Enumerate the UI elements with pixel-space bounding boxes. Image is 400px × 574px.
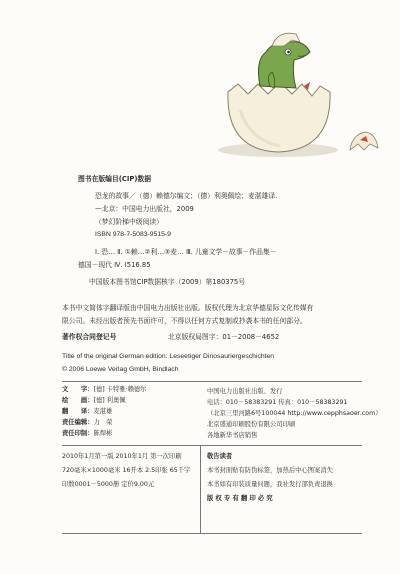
publisher-name: 中国电力出版社出版、发行	[207, 388, 283, 395]
notice-rights: 版 权 专 有 翻 印 必 究	[207, 495, 273, 502]
cip-line-3: （梦幻阶梯中级阅读）	[95, 218, 163, 226]
divider-middle	[62, 445, 362, 446]
distributor: 各地新华书店销售	[207, 432, 258, 439]
credit-value: [德] 利奥佩	[93, 397, 126, 404]
credit-label: 文 字：	[62, 386, 94, 393]
credit-print-supervisor	[62, 431, 112, 437]
copyright-contract-label: 著作权合同登记号	[62, 333, 117, 341]
credit-label: 责任编辑：	[62, 419, 94, 426]
credit-value: 麦湛雄	[93, 408, 113, 415]
copyright-registration: 北京版权局图字：01－2008－4652	[168, 333, 280, 341]
cip-line-2: —北京：中国电力出版社，2009	[95, 205, 194, 213]
dinosaur-egg-illustration	[200, 0, 400, 160]
credit-editor	[62, 420, 112, 426]
credit-author	[62, 387, 146, 393]
notice-heading: 敬告读者	[207, 453, 233, 460]
printer: 北京盛通印刷股份有限公司印刷	[207, 421, 296, 428]
cip-subjects-1: Ⅰ. 恐… Ⅱ. ①赖…②利…③麦… Ⅲ. 儿童文学－故事－作品集－	[95, 248, 277, 256]
edition-line-2: 720毫米×1000毫米 16开本 2.5印张 65千字	[62, 467, 191, 474]
cip-heading: 图书在版编目(CIP)数据	[78, 175, 152, 183]
credit-illustrator	[62, 398, 126, 404]
notice-line-1: 本书封面贴有防伪标签，加热后中心图案消失	[207, 467, 333, 474]
credit-value: 陈焊彬	[93, 430, 113, 437]
edition-line-3: 印数0001－5000册 定价9.00元	[62, 481, 155, 488]
credit-translator	[62, 409, 112, 415]
publisher-phone: 电话：010－58383291 传真：010－58383291	[207, 399, 348, 406]
cip-line-1: 恐龙的故事／（德）赖德尔编文；（德）利奥佩绘；麦湛雄译.	[95, 192, 278, 200]
publisher-address: （北京三里河路6号100044 http://www.cepphsaoer.com）	[207, 410, 382, 417]
credit-label: 翻 译：	[62, 408, 94, 415]
divider-vertical	[200, 445, 201, 533]
cip-core-number: 中国版本图书馆CIP数据核字（2009）第180375号	[89, 278, 246, 286]
edition-line-1: 2010年1月第一版 2010年1月 第一次印刷	[62, 453, 182, 460]
credit-value: 力 荣	[93, 419, 113, 426]
license-line-2: 限公司。未经出版者预先书面许可，不得以任何方式复制或抄袭本书的任何部分。	[62, 317, 307, 325]
credit-label: 绘 画：	[62, 397, 94, 404]
credit-value: [德] 卡特雅·赖德尔	[93, 386, 147, 393]
original-title: Title of the original German edition: Leseetiger Dinosauriergeschichten	[62, 353, 275, 360]
license-line-1: 本书中文简体字翻译版由中国电力出版社出版。版权代理为北京华德星际文化传媒有	[62, 304, 314, 312]
original-copyright: © 2006 Loewe Verlag GmbH, Bindlach	[62, 366, 179, 373]
divider-bottom	[62, 533, 362, 534]
cip-isbn: ISBN 978-7-5083-9515-9	[95, 231, 171, 238]
credit-label: 责任印制：	[62, 430, 94, 437]
notice-line-2: 本书如有印装质量问题，我社发行部负责退换	[207, 481, 333, 488]
cip-subjects-2: 德国－现代 Ⅳ. I516.85	[78, 261, 151, 269]
divider-top	[62, 381, 362, 382]
